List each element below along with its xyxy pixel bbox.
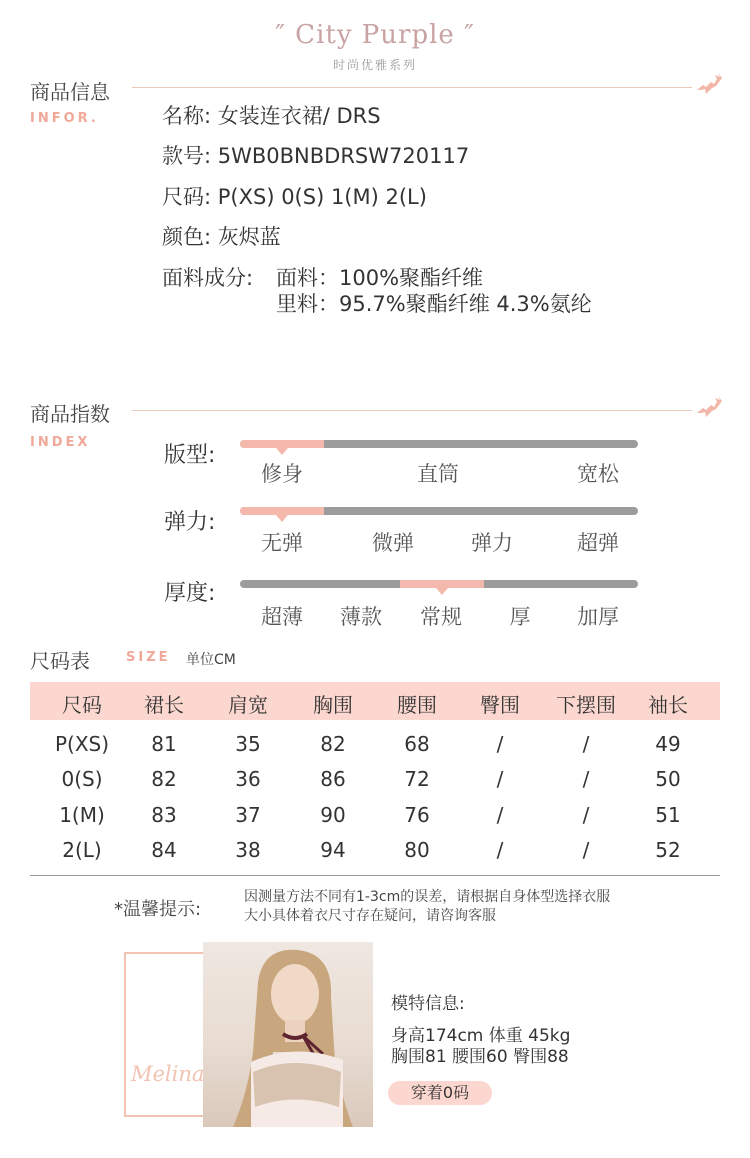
pegasus-icon: [694, 70, 724, 96]
index-section-title: 商品指数: [30, 402, 110, 426]
size-table-cell: /: [496, 803, 504, 827]
thickness-option: 超薄: [261, 605, 303, 629]
size-table-cell: 37: [235, 803, 261, 827]
size-table-header: 袖长: [648, 693, 688, 717]
size-table-cell: 82: [320, 732, 346, 756]
size-table-cell: 52: [655, 838, 681, 862]
size-table-bottom-rule: [30, 875, 720, 876]
fit-label: 版型:: [164, 443, 216, 468]
thickness-option: 薄款: [340, 605, 382, 629]
product-color: 颜色: 灰烬蓝: [162, 225, 281, 249]
fit-selected-segment: [240, 440, 324, 448]
size-table-cell: 82: [151, 767, 177, 791]
tip-line: 因测量方法不同有1-3cm的误差，请根据自身体型选择衣服: [244, 889, 611, 905]
fit-marker: [276, 448, 288, 455]
tip-line: 大小具体着衣尺寸存在疑问，请咨询客服: [244, 908, 496, 924]
product-sizes: 尺码: P(XS) 0(S) 1(M) 2(L): [162, 185, 427, 209]
size-table-cell: 94: [320, 838, 346, 862]
size-table-cell: 36: [235, 767, 261, 791]
model-illustration: [203, 942, 373, 1127]
model-photo: [203, 942, 373, 1127]
size-table-cell: 51: [655, 803, 681, 827]
stretch-selected-segment: [240, 507, 324, 515]
size-table-cell: /: [582, 767, 590, 791]
size-table-cell: 2(L): [62, 838, 102, 862]
size-table-header: 胸围: [313, 693, 353, 717]
size-section-title-en: SIZE: [126, 650, 171, 665]
size-table-cell: 35: [235, 732, 261, 756]
fabric-outer: 面料：100%聚酯纤维: [276, 266, 484, 290]
size-table-cell: 90: [320, 803, 346, 827]
fit-option: 修身: [261, 462, 303, 486]
model-info-title: 模特信息:: [391, 994, 465, 1014]
pegasus-icon: [694, 393, 724, 419]
stretch-option: 微弹: [372, 531, 414, 555]
stretch-option: 无弹: [261, 531, 303, 555]
size-table-cell: /: [582, 803, 590, 827]
size-table-cell: 50: [655, 767, 681, 791]
fit-option: 直筒: [417, 462, 459, 486]
stretch-label: 弹力:: [164, 510, 216, 535]
brand-title: ″ City Purple ″: [275, 20, 475, 50]
size-table-header: 尺码: [62, 693, 102, 717]
stretch-option: 弹力: [471, 531, 513, 555]
size-table-cell: /: [582, 838, 590, 862]
size-table-cell: /: [496, 838, 504, 862]
stretch-option: 超弹: [577, 531, 619, 555]
size-table-cell: 38: [235, 838, 261, 862]
size-unit: 单位CM: [186, 652, 236, 668]
size-table-header: 臀围: [480, 693, 520, 717]
thickness-marker: [436, 588, 448, 595]
brand-subtitle: 时尚优雅系列: [332, 58, 417, 72]
size-table-cell: 76: [404, 803, 430, 827]
size-table-header: 肩宽: [228, 693, 268, 717]
thickness-option: 加厚: [577, 605, 619, 629]
size-section-title: 尺码表: [30, 649, 90, 673]
fabric-lining: 里料：95.7%聚酯纤维 4.3%氨纶: [276, 292, 592, 316]
size-table-cell: 68: [404, 732, 430, 756]
size-table-cell: 84: [151, 838, 177, 862]
thickness-label: 厚度:: [164, 581, 216, 606]
size-table-cell: 1(M): [59, 803, 105, 827]
model-info-line: 身高174cm 体重 45kg: [391, 1026, 571, 1046]
fit-option: 宽松: [577, 462, 619, 486]
size-table-cell: 83: [151, 803, 177, 827]
info-section-title: 商品信息: [30, 80, 110, 104]
info-section-title-en: INFOR.: [30, 111, 99, 126]
size-table-header: 下摆围: [556, 693, 616, 717]
fabric-label: 面料成分:: [162, 266, 254, 290]
size-table-header: 腰围: [397, 693, 437, 717]
size-table-cell: /: [496, 732, 504, 756]
thickness-option: 常规: [420, 605, 462, 629]
size-table-cell: 80: [404, 838, 430, 862]
info-divider: [132, 87, 692, 88]
size-table-cell: 81: [151, 732, 177, 756]
size-table-header: 裙长: [144, 693, 184, 717]
size-table-cell: /: [496, 767, 504, 791]
size-table-cell: 49: [655, 732, 681, 756]
thickness-selected-segment: [400, 580, 484, 588]
size-table-cell: 72: [404, 767, 430, 791]
product-name: 名称: 女装连衣裙/ DRS: [162, 104, 381, 128]
model-name: Melina: [131, 1062, 205, 1086]
thickness-option: 厚: [509, 605, 531, 629]
model-wearing-badge: 穿着0码: [388, 1081, 492, 1105]
stretch-marker: [276, 515, 288, 522]
size-table-cell: /: [582, 732, 590, 756]
tip-label: *温馨提示:: [114, 899, 202, 920]
size-table-cell: 86: [320, 767, 346, 791]
index-divider: [132, 410, 692, 411]
product-style-no: 款号: 5WB0BNBDRSW720117: [162, 144, 470, 168]
model-info-line: 胸围81 腰围60 臀围88: [391, 1047, 569, 1067]
size-table-cell: P(XS): [54, 732, 110, 756]
size-table-cell: 0(S): [61, 767, 103, 791]
index-section-title-en: INDEX: [30, 435, 91, 450]
